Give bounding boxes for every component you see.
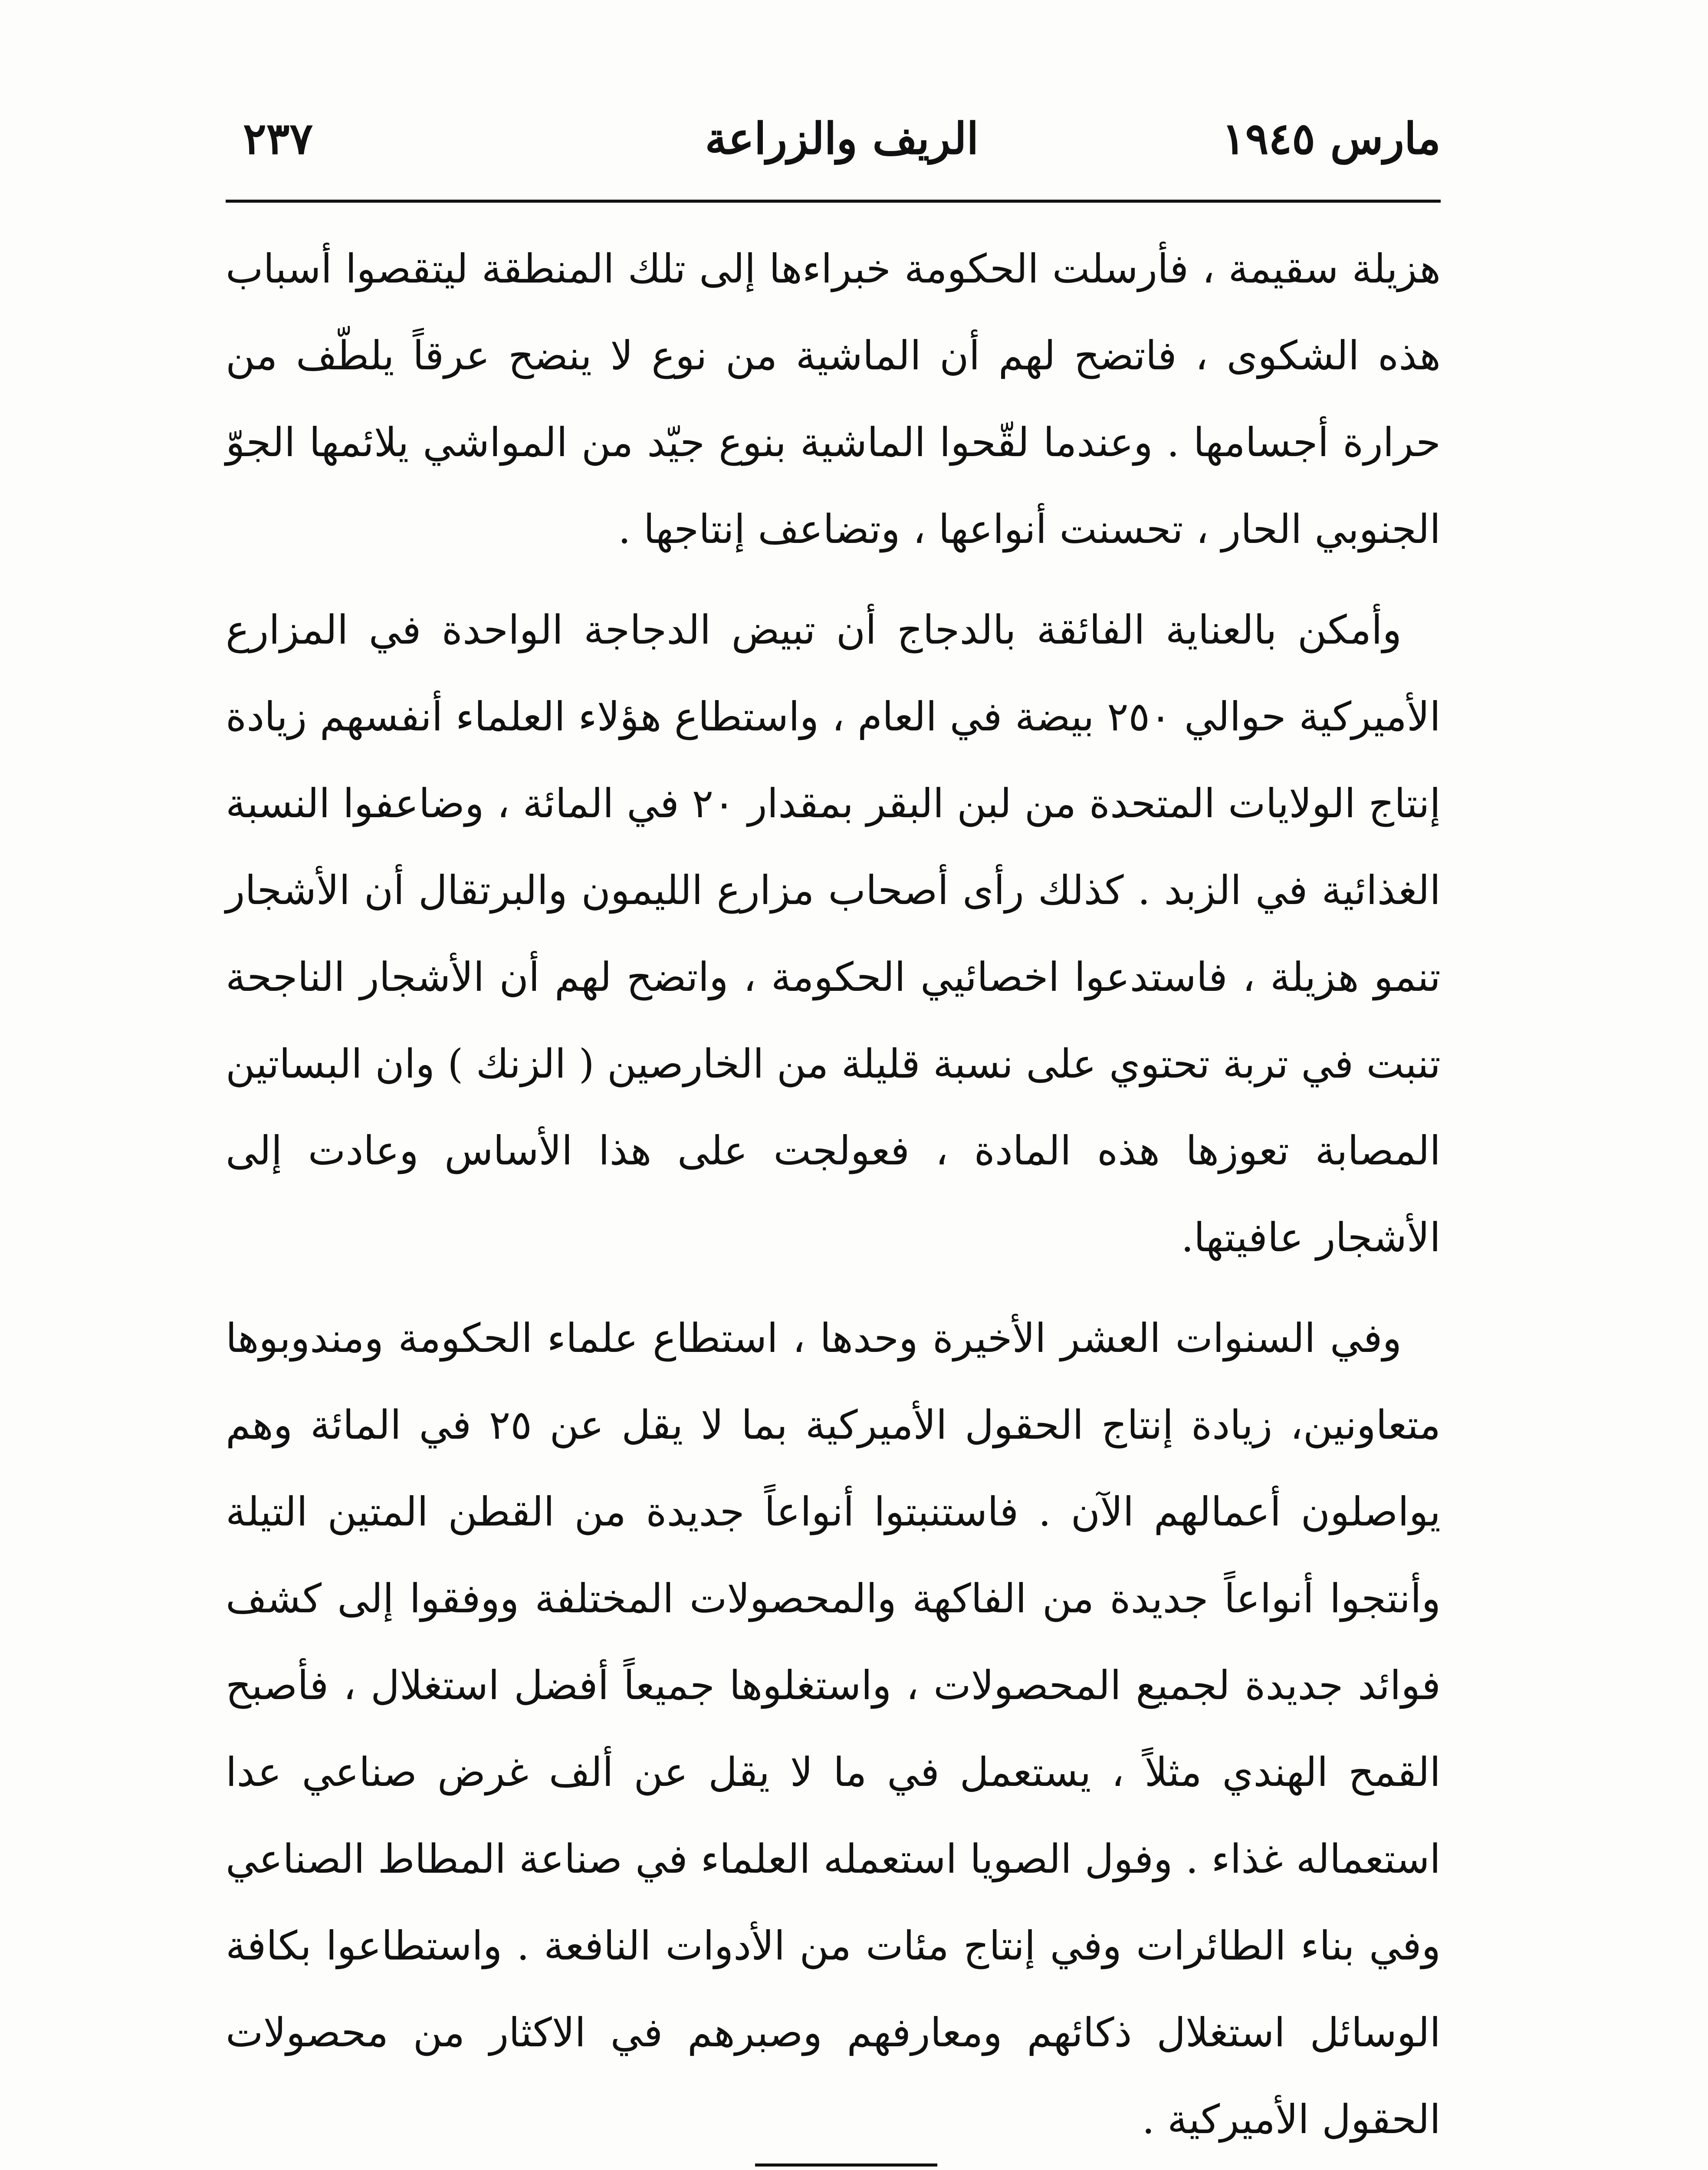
- header-title: الريف والزراعة: [705, 113, 979, 164]
- article-body: [226, 226, 1441, 2143]
- header-date: مارس ١٩٤٥: [1222, 113, 1441, 164]
- paragraph: هزيلة سقيمة ، فأرسلت الحكومة خبراءها إلى تلك المنطقة ليتقصوا أسباب هذه الشكوى ، فاتضح لهم أن الماشية من نوع لا ينضح عرقاً يلطّف من حرارة أجسامها . وعندما لقّحوا الماشية بنوع جيّد من المواشي يلائمها الجوّ الجنوبي الحار ، تحسنت أنواعها ، وتضاعف إنتاجها .: [226, 246, 1441, 552]
- header-page-number: ٢٣٧: [243, 113, 313, 164]
- paragraph: وأمكن بالعناية الفائقة بالدجاج أن تبيض الدجاجة الواحدة في المزارع الأميركية حوالي ٢٥٠ بيضة في العام ، واستطاع هؤلاء العلماء أنفسهم زيادة إنتاج الولايات المتحدة من لبن البقر بمقدار ٢٠ في المائة ، وضاعفوا النسبة الغذائية في الزبد . كذلك رأى أصحاب مزارع الليمون والبرتقال أن الأشجار تنمو هزيلة ، فاستدعوا اخصائيي الحكومة ، واتضح لهم أن الأشجار الناجحة تنبت في تربة تحتوي على نسبة قليلة من الخارصين ( الزنك ) وان البساتين المصابة تعوزها هذه المادة ، فعولجت على هذا الأساس وعادت إلى الأشجار عافيتها.: [226, 607, 1441, 1261]
- footer-rule: [755, 2163, 937, 2167]
- header-rule: [226, 200, 1441, 203]
- paragraph: وفي السنوات العشر الأخيرة وحدها ، استطاع علماء الحكومة ومندوبوها متعاونين، زيادة إنتاج الحقول الأميركية بما لا يقل عن ٢٥ في المائة وهم يواصلون أعمالهم الآن . فاستنبتوا أنواعاً جديدة من القطن المتين التيلة وأنتجوا أنواعاً جديدة من الفاكهة والمحصولات المختلفة ووفقوا إلى كشف فوائد جديدة لجميع المحصولات ، واستغلوها جميعاً أفضل استغلال ، فأصبح القمح الهندي مثلاً ، يستعمل في ما لا يقل عن ألف غرض صناعي عدا استعماله غذاء . وفول الصويا استعمله العلماء في صناعة المطاط الصناعي وفي بناء الطائرات وفي إنتاج مئات من الأدوات النافعة . واستطاعوا بكافة الوسائل استغلال ذكائهم ومعارفهم وصبرهم في الاكثار من محصولات الحقول الأميركية .: [226, 1315, 1441, 2143]
- page-header: [243, 108, 1441, 178]
